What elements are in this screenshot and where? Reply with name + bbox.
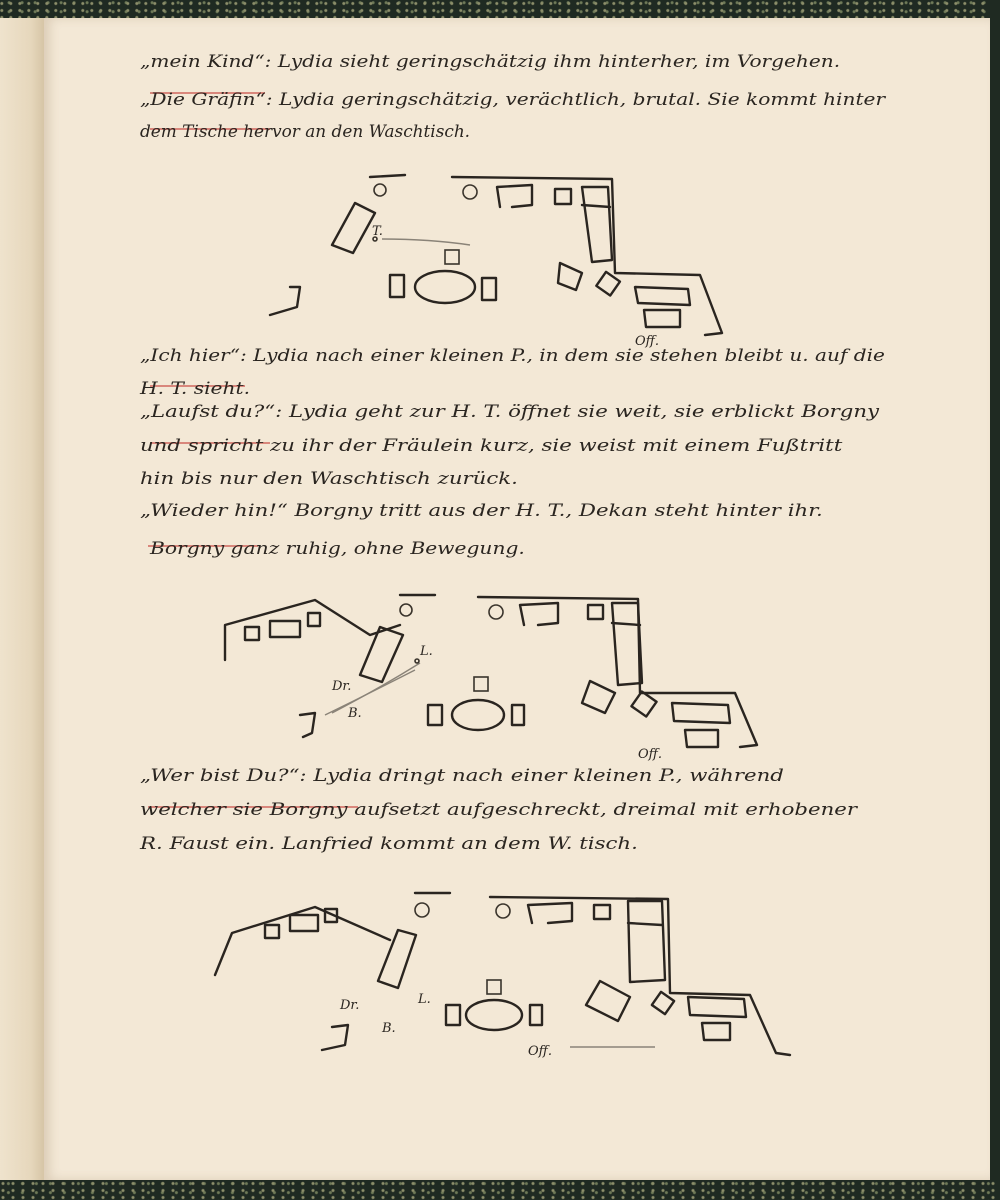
text-line: „Die Gräfin“: Lydia geringschätzig, verächtlich, brutal. Sie kommt hinter (140, 90, 886, 110)
text-line: hin bis nur den Waschtisch zurück. (140, 469, 518, 489)
book-board-bottom (0, 1180, 1000, 1200)
label-off: Off. (638, 747, 663, 762)
text-line: „mein Kind“: Lydia sieht geringschätzig ihm hinterher, im Vorgehen. (140, 52, 841, 72)
stage-diagram-1 (260, 165, 760, 355)
text-line: „Laufst du?“: Lydia geht zur H. T. öffnet sie weit, sie erblickt Borgny (140, 402, 880, 422)
label-off: Off. (635, 334, 660, 349)
stage-diagram-2 (220, 585, 780, 770)
label-t: T. (372, 224, 383, 239)
stage-diagram-3 (210, 885, 800, 1070)
label-b: B. (382, 1021, 396, 1036)
text-line: Borgny ganz ruhig, ohne Bewegung. (150, 539, 525, 559)
text-line: „Wer bist Du?“: Lydia dringt nach einer kleinen P., während (140, 766, 784, 786)
text-line: R. Faust ein. Lanfried kommt an dem W. tisch. (140, 834, 638, 854)
text-line: und spricht zu ihr der Fräulein kurz, sie weist mit einem Fußtritt (140, 436, 843, 456)
text-line: dem Tische hervor an den Waschtisch. (140, 122, 471, 142)
label-l: L. (418, 992, 431, 1007)
text-line: „Wieder hin!“ Borgny tritt aus der H. T., Dekan steht hinter ihr. (140, 501, 823, 521)
label-off: Off. (528, 1044, 553, 1059)
label-b: B. (348, 706, 362, 721)
label-dr: Dr. (340, 998, 360, 1013)
page-gutter (0, 18, 45, 1183)
label-l: L. (420, 644, 433, 659)
text-line: H. T. sieht. (140, 379, 251, 399)
label-dr: Dr. (332, 679, 352, 694)
book-board-right (990, 0, 1000, 1200)
text-line: welcher sie Borgny aufsetzt aufgeschreckt, dreimal mit erhobener (140, 800, 858, 820)
text-line: „Ich hier“: Lydia nach einer kleinen P., in dem sie stehen bleibt u. auf die (140, 346, 885, 366)
